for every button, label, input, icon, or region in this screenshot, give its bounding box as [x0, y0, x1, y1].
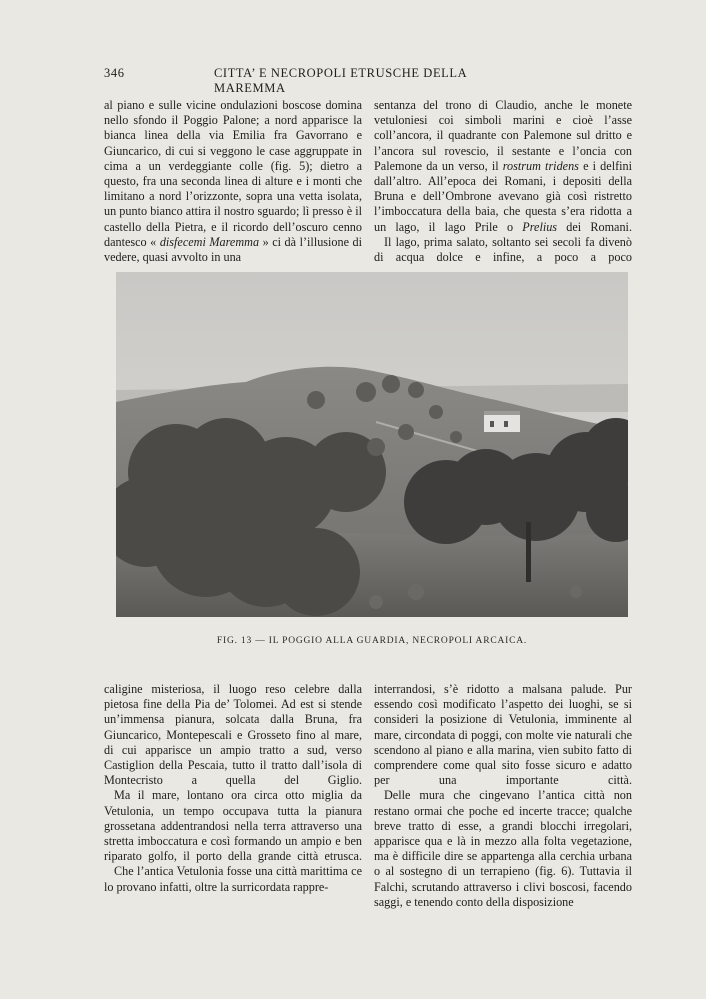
paragraph: Che l’antica Vetulonia fosse una città marittima ce lo provano infatti, oltre la surricordata rappre- — [104, 864, 362, 894]
italic-quote: disfecemi Maremma — [159, 234, 260, 249]
paragraph: sentanza del trono di Claudio, anche le monete vetuloniesi coi simboli marini e cioè l’asse coll’ancora, il quadrante con Palemone sul dritto e l’ancora sul rovescio, il sestante e l’oncia con Palemone da un verso, il rostrum tridens e i delfini dall’altro. All’epoca dei Romani, i depositi della Bruna e dell’Ombrone avevano già così ristretto l’imboccatura della baia, che questa s’era ridotta a un lago, il lago Prile o Prelius dei Romani. — [374, 98, 632, 234]
page-number: 346 — [104, 66, 125, 80]
paragraph: interrandosi, s’è ridotto a malsana palude. Pur essendo così modificato l’aspetto dei luoghi, se si consideri la posizione di Vetulonia, imminente al mare, circondata di poggi, con molte vie naturali che scendono al piano e alla marina, vien subito fatto di comprendere come qual sito fosse sicuro e adatto per una importante città. — [374, 682, 632, 788]
running-title: CITTA’ E NECROPOLI ETRUSCHE DELLA MAREMMA — [214, 66, 467, 95]
paragraph: Ma il mare, lontano ora circa otto miglia da Vetulonia, un tempo occupava tutta la pianura grossetana addentrandosi nella terra attraverso una stretta imboccatura e così formando un ampio e ben riparato golfo, il porto della grande città etrusca. — [104, 788, 362, 864]
italic-term: rostrum tridens — [502, 158, 579, 173]
paragraph: Delle mura che cingevano l’antica città non restano ormai che poche ed incerte tracce; qualche breve tratto di esse, a grandi blocchi irregolari, apparisce qua e là in mezzo alla folta vegetazione, ma è difficile dire se appartenga alla cerchia urbana o al sostegno di un terrapieno (fig. 6). Tuttavia il Falchi, scrutando attraverso i clivi boscosi, facendo saggi, e tenendo conto della disposizione — [374, 788, 632, 909]
column-top-left — [104, 98, 362, 265]
paragraph: caligine misteriosa, il luogo reso celebre dalla pietosa fine della Pia de’ Tolomei. Ad est si stende un’immensa pianura, solcata dalla Bruna, fra Giuncarico, Montepescali e Grosseto fino al mare, di cui apparisce un ampio tratto a sud, verso Castiglion della Pescaia, tutto il tratto dall’isola di Montecristo a quella del Giglio. — [104, 682, 362, 788]
paragraph: al piano e sulle vicine ondulazioni boscose domina nello sfondo il Poggio Palone; a nord apparisce la bianca linea della via Emilia fra Gavorrano e Giuncarico, di cui si veggono le case aggruppate in cima a un verdeggiante colle (fig. 5); dietro a questo, fra una seconda linea di alture e i monti che limitano a nord l’orizzonte, sopra una vetta isolata, un punto bianco attira il nostro sguardo; lì presso è il castello della Pietra, e il ricordo dell’oscuro cenno dantesco « disfecemi Maremma » ci dà l’illusione di vedere, quasi avvolto in una — [104, 98, 363, 265]
column-top-right — [374, 98, 632, 265]
italic-term: Prelius — [522, 219, 558, 234]
figure-caption: FIG. 13 — IL POGGIO ALLA GUARDIA, NECROPOLI ARCAICA. — [216, 636, 528, 646]
column-bottom-right — [374, 682, 632, 910]
running-header — [104, 66, 534, 95]
figure-photograph — [116, 272, 628, 617]
column-bottom-left — [104, 682, 362, 895]
paragraph: Il lago, prima salato, soltanto sei secoli fa divenò di acqua dolce e infine, a poco a poco — [374, 234, 632, 265]
